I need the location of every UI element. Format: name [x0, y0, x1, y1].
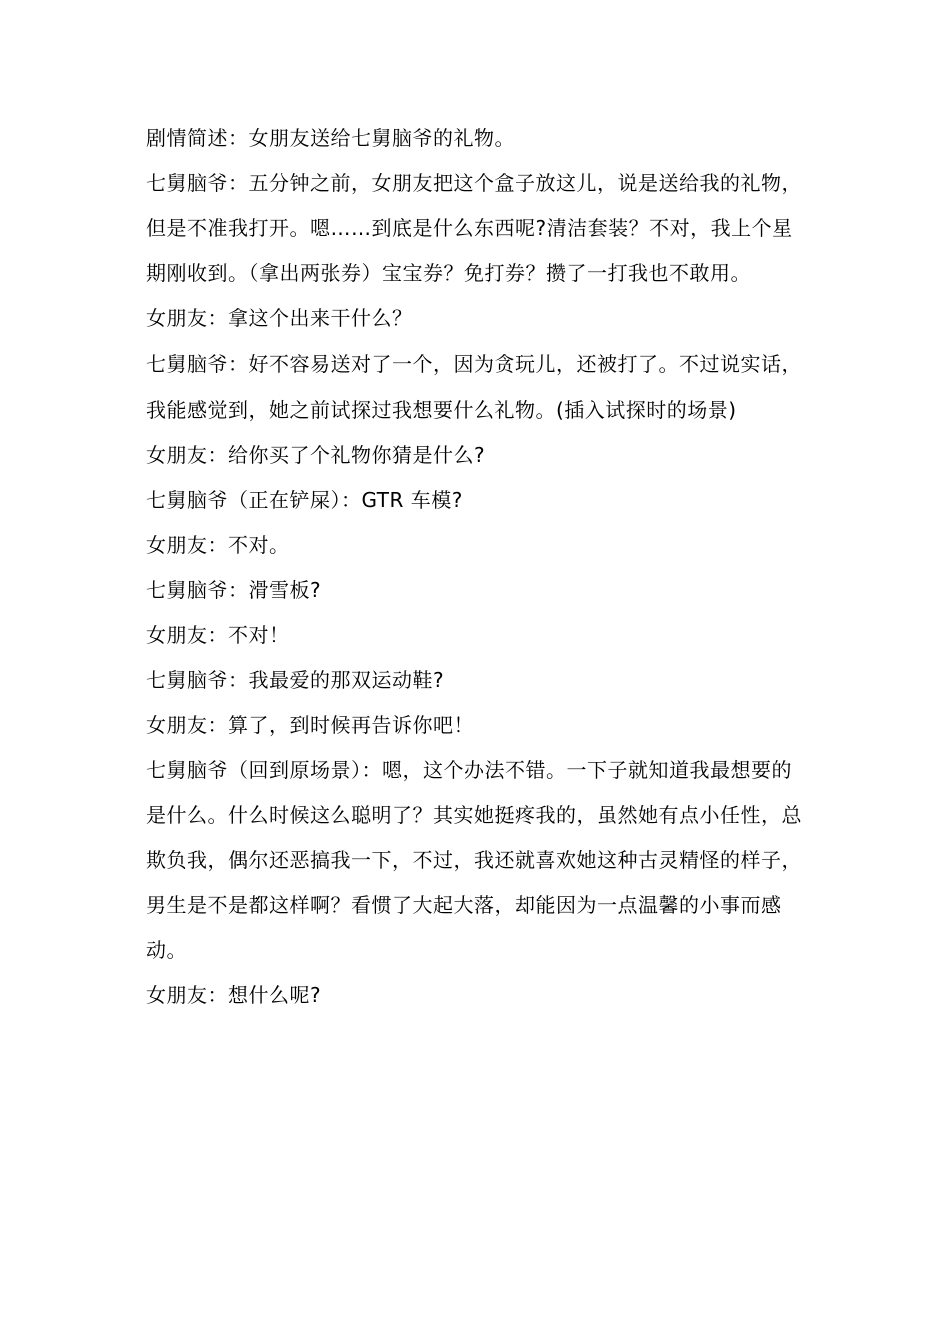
dialogue-line: 女朋友：不对！ [146, 623, 290, 647]
synopsis-line: 剧情简述：女朋友送给七舅脑爷的礼物。 [146, 126, 515, 150]
dialogue-line: 七舅脑爷：滑雪板? [146, 578, 322, 602]
script-body [146, 116, 810, 1018]
dialogue-line: 女朋友：不对。 [146, 533, 290, 557]
dialogue-line: 七舅脑爷：好不容易送对了一个，因为贪玩儿，还被打了。不过说实话，我能感觉到，她之前试探过我想要什么礼物。(插入试探时的场景) [146, 352, 802, 422]
dialogue-line: 女朋友：给你买了个礼物你猜是什么? [146, 443, 486, 467]
dialogue-line: 女朋友：拿这个出来干什么？ [146, 306, 413, 330]
dialogue-line: 七舅脑爷（正在铲屎）：GTR 车模? [146, 488, 463, 512]
dialogue-line: 七舅脑爷：我最爱的那双运动鞋? [146, 668, 445, 692]
dialogue-line: 女朋友：想什么呢? [146, 983, 322, 1007]
dialogue-line: 女朋友：算了，到时候再告诉你吧！ [146, 713, 474, 737]
dialogue-line: 七舅脑爷：五分钟之前，女朋友把这个盒子放这儿，说是送给我的礼物，但是不准我打开。嗯……到底是什么东西呢?清洁套装？不对，我上个星期刚收到。（拿出两张券）宝宝券？免打券？攒了一打我也不敢用。 [146, 171, 802, 285]
dialogue-line: 七舅脑爷（回到原场景）：嗯，这个办法不错。一下子就知道我最想要的是什么。什么时候这么聪明了？其实她挺疼我的，虽然她有点小任性，总欺负我，偶尔还恶搞我一下，不过，我还就喜欢她这种古灵精怪的样子，男生是不是都这样啊？看惯了大起大落，却能因为一点温馨的小事而感动。 [146, 758, 802, 962]
